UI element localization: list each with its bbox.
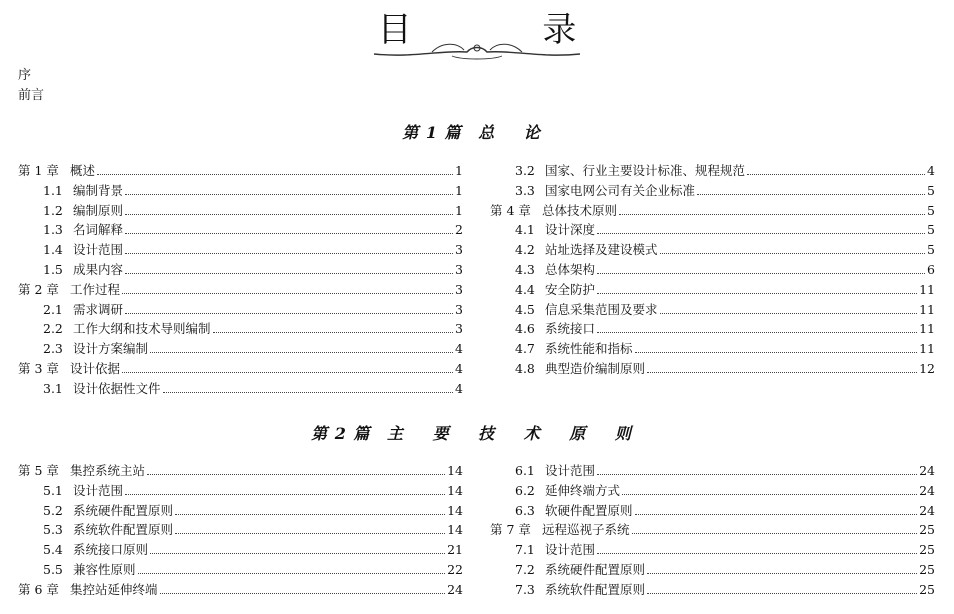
toc-chapter-entry[interactable]: [18, 580, 463, 600]
toc-entry-label: 站址选择及建设模式: [545, 242, 658, 258]
toc-entry-label: 系统接口: [545, 321, 596, 337]
toc-chapter-entry[interactable]: [490, 201, 935, 221]
toc-entry-number: 5.2: [43, 502, 63, 518]
toc-page-number: 22: [447, 561, 463, 577]
toc-leader-dots: [125, 493, 445, 495]
toc-entry-number: 3.2: [515, 163, 535, 178]
toc-section-entry[interactable]: [18, 300, 463, 320]
toc-entry-label: 编制背景: [73, 182, 124, 198]
toc-entry-number: 第 3 章: [18, 360, 59, 376]
toc-page-number: 5: [927, 242, 935, 258]
toc-chapter-entry[interactable]: [18, 461, 463, 481]
toc-entry-label: 设计范围: [73, 482, 124, 498]
toc-entry-label: 国家、行业主要设计标准、规程规范: [545, 163, 746, 178]
toc-entry-label: 延伸终端方式: [545, 482, 621, 498]
toc-entry-number: 4.2: [515, 242, 535, 258]
toc-entry-number: 1.4: [43, 242, 63, 258]
toc-section-entry[interactable]: [18, 379, 463, 399]
toc-page-number: 2: [455, 222, 463, 238]
toc-page-number: 11: [919, 281, 935, 297]
part-1-left-column: [18, 161, 463, 399]
toc-page-number: 3: [455, 281, 463, 297]
toc-entry-number: 7.2: [515, 561, 535, 577]
toc-leader-dots: [122, 292, 453, 294]
toc-chapter-entry[interactable]: [490, 520, 935, 540]
toc-entry-label: 需求调研: [73, 301, 124, 317]
toc-leader-dots: [597, 272, 925, 274]
toc-entry-label: 设计范围: [73, 242, 124, 258]
toc-entry-number: 5.1: [43, 482, 63, 498]
toc-entry-number: 7.1: [515, 542, 535, 558]
toc-page-number: 3: [455, 301, 463, 317]
toc-leader-dots: [597, 232, 925, 234]
toc-section-entry[interactable]: [18, 501, 463, 521]
toc-leader-dots: [125, 193, 453, 195]
toc-entry-label: 设计依据性文件: [73, 380, 161, 396]
toc-leader-dots: [163, 391, 453, 393]
toc-page-number: 14: [447, 522, 463, 538]
toc-entry-number: 第 5 章: [18, 463, 59, 478]
toc-leader-dots: [97, 173, 453, 175]
toc-section-entry[interactable]: [490, 560, 935, 580]
toc-page-number: 4: [455, 341, 463, 357]
toc-entry-label: 集控站延伸终端: [70, 581, 158, 597]
toc-section-entry[interactable]: [490, 161, 935, 181]
toc-section-entry[interactable]: [490, 461, 935, 481]
toc-page-number: 1: [455, 182, 463, 198]
toc-section-entry[interactable]: [18, 540, 463, 560]
toc-section-entry[interactable]: [18, 181, 463, 201]
part-1-right-column: [490, 161, 935, 379]
toc-section-entry[interactable]: [18, 220, 463, 240]
toc-leader-dots: [597, 331, 917, 333]
toc-section-entry[interactable]: [490, 181, 935, 201]
toc-chapter-entry[interactable]: [18, 359, 463, 379]
toc-entry-label: 设计方案编制: [73, 341, 149, 357]
toc-page-number: 1: [455, 163, 463, 178]
front-matter-foreword[interactable]: 前言: [18, 88, 45, 103]
toc-leader-dots: [747, 173, 925, 175]
toc-page-number: 25: [919, 542, 935, 558]
toc-leader-dots: [597, 552, 917, 554]
toc-leader-dots: [635, 513, 918, 515]
toc-section-entry[interactable]: [490, 481, 935, 501]
toc-section-entry[interactable]: [18, 240, 463, 260]
toc-entry-label: 系统软件配置原则: [73, 522, 174, 538]
toc-page-number: 24: [919, 502, 935, 518]
toc-page-number: 3: [455, 242, 463, 258]
toc-chapter-entry[interactable]: [18, 161, 463, 181]
toc-entry-label: 系统软件配置原则: [545, 581, 646, 597]
toc-page-number: 25: [919, 561, 935, 577]
toc-leader-dots: [150, 351, 453, 353]
toc-entry-number: 3.1: [43, 380, 63, 396]
toc-section-entry[interactable]: [490, 540, 935, 560]
toc-leader-dots: [647, 572, 917, 574]
toc-section-entry[interactable]: [18, 339, 463, 359]
toc-page-number: 4: [927, 163, 935, 178]
toc-leader-dots: [125, 312, 453, 314]
toc-entry-label: 总体架构: [545, 261, 596, 277]
part-1-number: 第 1 篇: [402, 123, 462, 142]
toc-leader-dots: [175, 513, 445, 515]
toc-entry-number: 6.2: [515, 482, 535, 498]
toc-leader-dots: [660, 312, 918, 314]
toc-leader-dots: [122, 371, 453, 373]
toc-entry-label: 安全防护: [545, 281, 596, 297]
toc-entry-number: 4.8: [515, 360, 535, 376]
toc-entry-label: 设计依据: [70, 360, 121, 376]
toc-entry-number: 第 6 章: [18, 581, 59, 597]
toc-leader-dots: [213, 331, 453, 333]
toc-section-entry[interactable]: [18, 201, 463, 221]
toc-page-number: 24: [447, 581, 463, 597]
toc-leader-dots: [622, 493, 917, 495]
toc-entry-label: 集控系统主站: [70, 463, 146, 478]
toc-entry-label: 名词解释: [73, 222, 124, 238]
toc-entry-number: 1.5: [43, 261, 63, 277]
toc-page-number: 14: [447, 463, 463, 478]
front-matter-preface[interactable]: 序: [18, 68, 32, 83]
toc-leader-dots: [635, 351, 918, 353]
toc-entry-label: 国家电网公司有关企业标准: [545, 182, 696, 198]
toc-entry-number: 4.4: [515, 281, 535, 297]
toc-section-entry[interactable]: [18, 520, 463, 540]
toc-entry-number: 4.7: [515, 341, 535, 357]
toc-page-number: 11: [919, 341, 935, 357]
toc-entry-label: 系统硬件配置原则: [545, 561, 646, 577]
toc-entry-number: 4.6: [515, 321, 535, 337]
toc-page-number: 11: [919, 321, 935, 337]
toc-leader-dots: [125, 252, 453, 254]
toc-entry-label: 概述: [70, 163, 96, 178]
toc-entry-number: 6.3: [515, 502, 535, 518]
part-2-title: 主 要 技 术 原 则: [387, 424, 643, 443]
toc-entry-number: 3.3: [515, 182, 535, 198]
toc-page-number: 12: [919, 360, 935, 376]
toc-page-number: 25: [919, 522, 935, 538]
toc-entry-number: 4.5: [515, 301, 535, 317]
toc-leader-dots: [150, 552, 445, 554]
toc-entry-label: 工作大纲和技术导则编制: [73, 321, 211, 337]
toc-page-number: 6: [927, 261, 935, 277]
toc-page-number: 5: [927, 222, 935, 238]
toc-leader-dots: [647, 371, 917, 373]
toc-entry-label: 设计深度: [545, 222, 596, 238]
toc-section-entry[interactable]: [490, 260, 935, 280]
part-2-heading: [0, 421, 954, 444]
toc-entry-number: 5.4: [43, 542, 63, 558]
toc-entry-number: 2.3: [43, 341, 63, 357]
toc-page-number: 1: [455, 202, 463, 218]
toc-entry-number: 6.1: [515, 463, 535, 478]
toc-entry-label: 编制原则: [73, 202, 124, 218]
toc-entry-label: 工作过程: [70, 281, 121, 297]
toc-leader-dots: [160, 592, 446, 594]
part-2-right-column: [490, 461, 935, 600]
toc-entry-label: 设计范围: [545, 542, 596, 558]
toc-leader-dots: [697, 193, 925, 195]
toc-leader-dots: [125, 213, 453, 215]
toc-entry-number: 4.1: [515, 222, 535, 238]
toc-page-number: 14: [447, 482, 463, 498]
toc-leader-dots: [175, 532, 445, 534]
toc-leader-dots: [632, 532, 918, 534]
toc-entry-number: 1.1: [43, 182, 63, 198]
title-ornament-icon: [372, 40, 582, 62]
toc-page-number: 24: [919, 482, 935, 498]
toc-section-entry[interactable]: [490, 580, 935, 600]
toc-leader-dots: [125, 272, 453, 274]
page-title: 目 录: [377, 10, 637, 50]
toc-page-number: 24: [919, 463, 935, 478]
part-2-number: 第 2 篇: [311, 424, 371, 443]
toc-section-entry[interactable]: [490, 240, 935, 260]
toc-leader-dots: [619, 213, 925, 215]
toc-entry-number: 1.2: [43, 202, 63, 218]
toc-leader-dots: [660, 252, 925, 254]
toc-section-entry[interactable]: [18, 560, 463, 580]
toc-section-entry[interactable]: [490, 220, 935, 240]
toc-entry-label: 信息采集范围及要求: [545, 301, 658, 317]
toc-section-entry[interactable]: [490, 319, 935, 339]
toc-entry-number: 5.5: [43, 561, 63, 577]
toc-page-number: 3: [455, 321, 463, 337]
toc-leader-dots: [597, 473, 917, 475]
toc-section-entry[interactable]: [18, 319, 463, 339]
toc-page-number: 14: [447, 502, 463, 518]
toc-page-number: 11: [919, 301, 935, 317]
toc-entry-number: 2.1: [43, 301, 63, 317]
toc-leader-dots: [597, 292, 917, 294]
toc-entry-number: 第 2 章: [18, 281, 59, 297]
toc-page-number: 4: [455, 360, 463, 376]
toc-entry-label: 系统接口原则: [73, 542, 149, 558]
toc-entry-label: 系统硬件配置原则: [73, 502, 174, 518]
toc-page-number: 4: [455, 380, 463, 396]
toc-entry-number: 4.3: [515, 261, 535, 277]
part-1-title: 总 论: [478, 123, 552, 142]
part-2-left-column: [18, 461, 463, 600]
toc-entry-number: 7.3: [515, 581, 535, 597]
toc-entry-number: 第 4 章: [490, 202, 531, 218]
toc-entry-label: 设计范围: [545, 463, 596, 478]
toc-leader-dots: [125, 232, 453, 234]
toc-page-number: 5: [927, 182, 935, 198]
toc-entry-label: 总体技术原则: [542, 202, 618, 218]
toc-entry-label: 典型造价编制原则: [545, 360, 646, 376]
toc-entry-number: 第 1 章: [18, 163, 59, 178]
toc-entry-label: 兼容性原则: [73, 561, 136, 577]
toc-page-number: 5: [927, 202, 935, 218]
toc-page-number: 21: [447, 542, 463, 558]
toc-section-entry[interactable]: [490, 339, 935, 359]
part-1-heading: [0, 120, 954, 143]
toc-chapter-entry[interactable]: [18, 280, 463, 300]
toc-leader-dots: [147, 473, 445, 475]
toc-page-number: 3: [455, 261, 463, 277]
toc-section-entry[interactable]: [18, 481, 463, 501]
toc-entry-label: 成果内容: [73, 261, 124, 277]
toc-entry-number: 第 7 章: [490, 522, 531, 538]
toc-section-entry[interactable]: [490, 501, 935, 521]
toc-entry-label: 系统性能和指标: [545, 341, 633, 357]
toc-entry-number: 5.3: [43, 522, 63, 538]
toc-section-entry[interactable]: [490, 300, 935, 320]
toc-page-number: 25: [919, 581, 935, 597]
toc-section-entry[interactable]: [490, 280, 935, 300]
toc-entry-number: 1.3: [43, 222, 63, 238]
toc-leader-dots: [647, 592, 917, 594]
toc-entry-label: 远程巡视子系统: [542, 522, 630, 538]
toc-section-entry[interactable]: [18, 260, 463, 280]
toc-leader-dots: [138, 572, 446, 574]
toc-section-entry[interactable]: [490, 359, 935, 379]
toc-entry-number: 2.2: [43, 321, 63, 337]
toc-entry-label: 软硬件配置原则: [545, 502, 633, 518]
